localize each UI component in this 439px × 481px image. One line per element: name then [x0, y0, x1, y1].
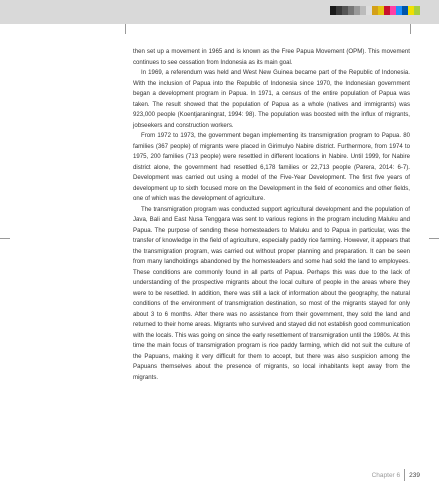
crop-mark-left-mid	[0, 238, 10, 239]
page-footer	[372, 469, 420, 481]
page-body-text	[133, 47, 410, 383]
paragraph-3: From 1972 to 1973, the government began implementing its transmigration program to Papua. 80 families (367 people) of migrants were placed in Girimulyo Nabire district. Furthermore, from 1974 to 1975, 200 families (713 people) were resettled in different locations in Nabire. Until 1999, for Nabire district alone, the government had resettled 6,178 families or 22,713 people (Parera, 2014: 6-7). Development was carried out using a model of the Five-Year Development. The first five years of development up to sixth focused more on the Development in the field of economics and other fields, one of which was the development of agriculture.	[133, 132, 410, 202]
color-calibration-strip	[330, 6, 420, 15]
chapter-label: Chapter 6	[371, 471, 401, 479]
page-number: 239	[409, 471, 420, 479]
crop-mark-right-mid	[429, 238, 439, 239]
color-swatch	[414, 6, 420, 15]
footer-divider	[404, 469, 405, 481]
paragraph-2: In 1969, a referendum was held and West New Guinea became part of the Republic of Indonesia. With the inclusion of Papua into the Republic of Indonesia since 1970, the Indonesian government began a development program in Papua. In 1971, a census of the entire population of Papua was taken. The result showed that the population of Papua as a whole (natives and immigrants) was 923,000 people (Koentjaraningrat, 1994: 98). The population was boosted with the influx of migrants, jobseekers and construction workers.	[133, 69, 410, 129]
paragraph-4: The transmigration program was conducted support agricultural development and the population of Java, Bali and East Nusa Tenggara was sent to various regions in the program including Maluku and Papua. The purpose of sending these homesteaders to Maluku and to Papua in particular, was the transfer of knowledge in the field of agriculture, especially paddy rice farming. However, it appears that the transmigration program, was carried out without proper planning and preparation. It can be seen from many landholdings abandoned by the homesteaders and some had sold the land to employees. These conditions are commonly found in all parts of Papua. Perhaps this was due to the lack of understanding of the prospective migrants about the local culture of people in the areas where they were to be resettled. In addition, there was still a lack of information about the geography, the natural conditions of the environment of transmigration destination, so most of the migrants stayed for only about 3 to 6 months. After there was no assistance from their government, they sold the land and returned to their home areas. Migrants who survived and stayed did not establish good communication with the locals. This was going on since the early resettlement of transmigration until the 1980s. At this time the main focus of transmigration program is rice paddy farming, which did not suit the culture of the Papuans, making it very difficult for them to accept, but there was also suspicion among the Papuans themselves about the presence of migrants, so local inhabitants kept away from the migrants.	[133, 205, 410, 381]
print-header-bar	[0, 0, 439, 24]
crop-mark-top-left	[125, 24, 126, 34]
crop-mark-top-right	[410, 24, 411, 34]
paragraph-1: then set up a movement in 1965 and is known as the Free Papua Movement (OPM). This movement continues to see cessation from Indonesia as its main goal.	[133, 48, 410, 66]
